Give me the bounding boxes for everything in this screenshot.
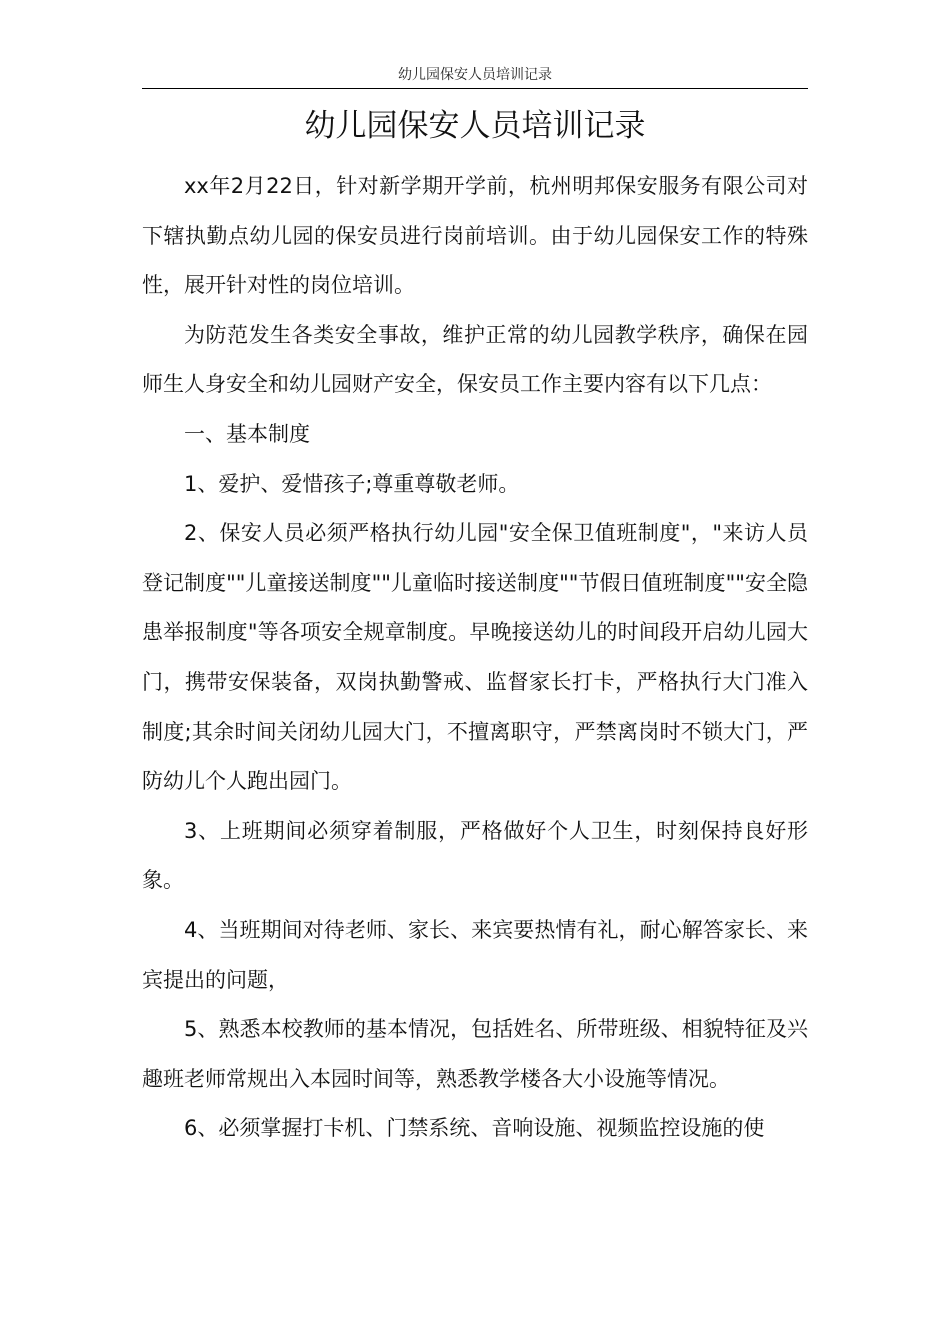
rule-item-3: 3、上班期间必须穿着制服，严格做好个人卫生，时刻保持良好形象。 <box>142 818 808 893</box>
rule-item-1: 1、爱护、爱惜孩子;尊重尊敬老师。 <box>184 471 520 496</box>
document-title: 幼儿园保安人员培训记录 <box>304 108 646 144</box>
rule-item-2: 2、保安人员必须严格执行幼儿园"安全保卫值班制度"，"来访人员登记制度""儿童接送制度""儿童临时接送制度""节假日值班制度""安全隐患举报制度"等各项安全规章制度。早晚接送幼儿的时间段开启幼儿园大门，携带安保装备，双岗执勤警戒、监督家长打卡，严格执行大门准入制度;其余时间关闭幼儿园大门，不擅离职守，严禁离岗时不锁大门，严防幼儿个人跑出园门。 <box>142 521 808 794</box>
paragraph-intro: xx年2月22日，针对新学期开学前，杭州明邦保安服务有限公司对下辖执勤点幼儿园的保安员进行岗前培训。由于幼儿园保安工作的特殊性，展开针对性的岗位培训。 <box>142 174 808 298</box>
document-body <box>142 162 808 1154</box>
paragraph-purpose: 为防范发生各类安全事故，维护正常的幼儿园教学秩序，确保在园师生人身安全和幼儿园财产安全，保安员工作主要内容有以下几点： <box>142 322 808 397</box>
rule-item-6: 6、必须掌握打卡机、门禁系统、音响设施、视频监控设施的使 <box>184 1116 765 1141</box>
section-heading-basic-rules: 一、基本制度 <box>184 421 310 446</box>
header-divider <box>142 88 808 89</box>
rule-item-4: 4、当班期间对待老师、家长、来宾要热情有礼，耐心解答家长、来宾提出的问题， <box>142 917 808 992</box>
rule-item-5: 5、熟悉本校教师的基本情况，包括姓名、所带班级、相貌特征及兴趣班老师常规出入本园时间等，熟悉教学楼各大小设施等情况。 <box>142 1017 808 1091</box>
running-header: 幼儿园保安人员培训记录 <box>398 67 552 83</box>
